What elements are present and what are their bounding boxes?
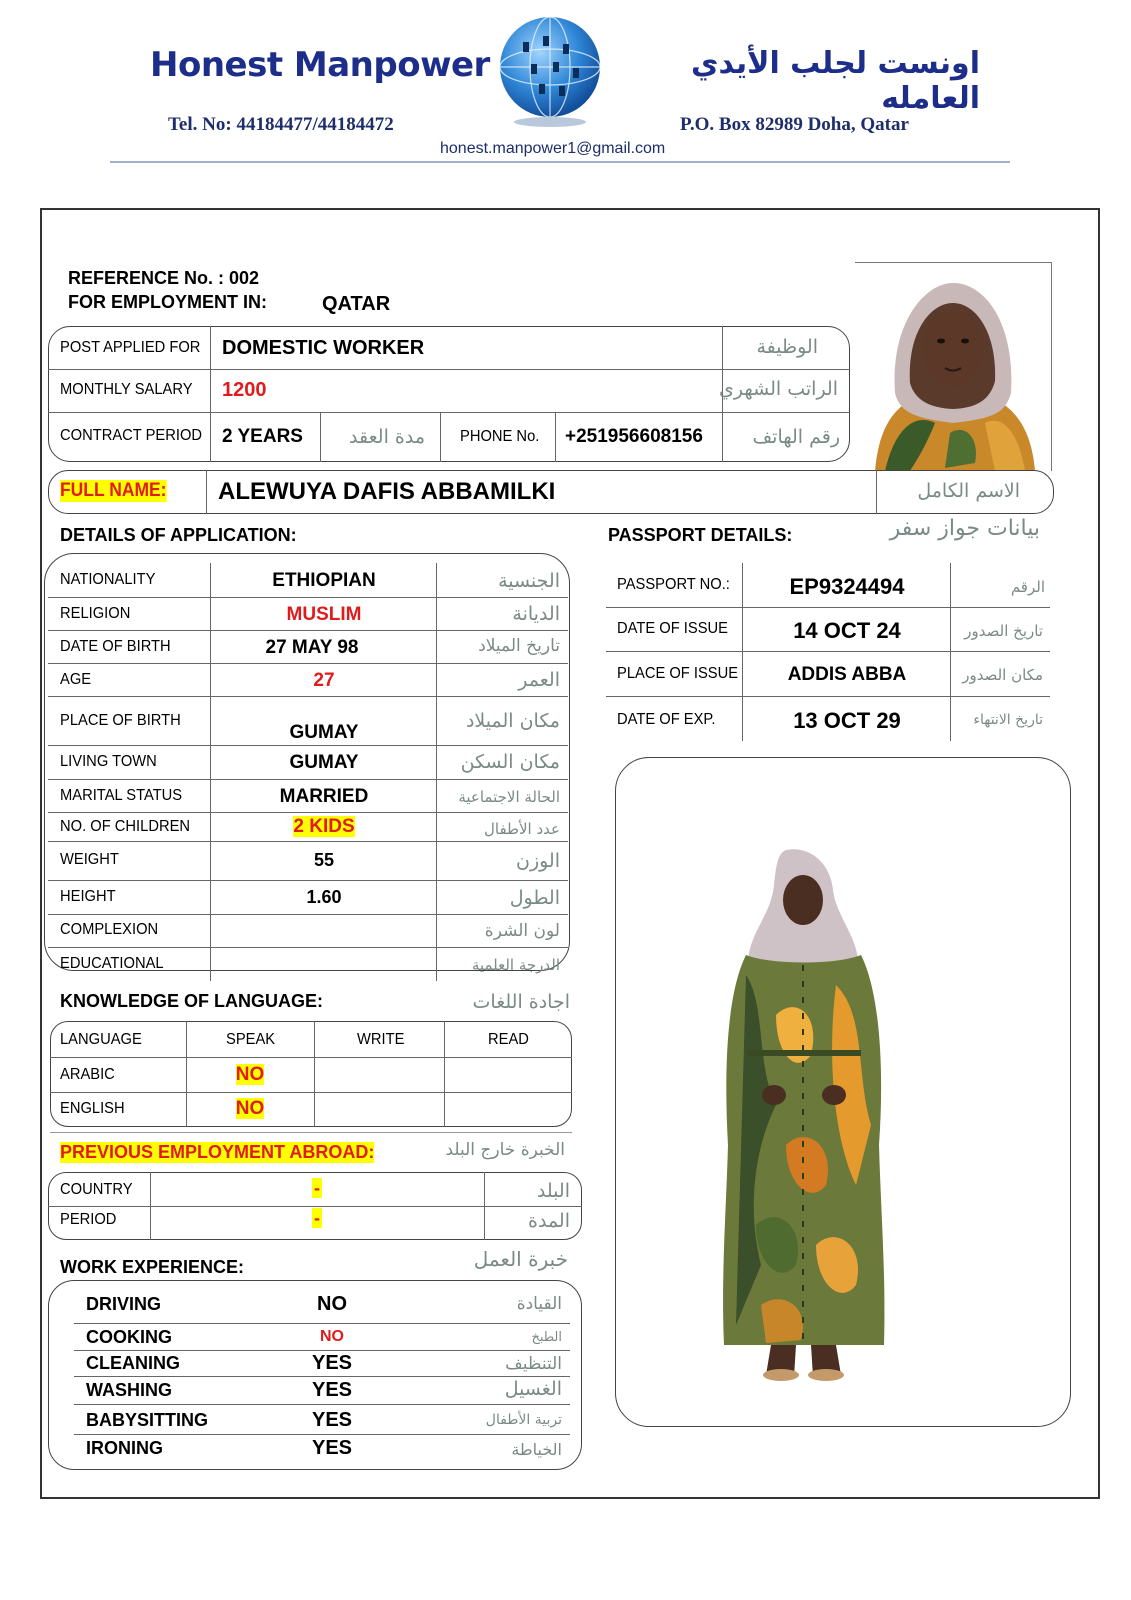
marital-status-value: MARRIED [279, 786, 369, 807]
religion-label-arabic: الديانة [512, 603, 560, 625]
job-row-divider [48, 369, 850, 370]
educational-label: EDUCATIONAL [60, 955, 164, 972]
full-name-value: ALEWUYA DAFIS ABBAMILKI [218, 478, 556, 505]
language-row-divider [50, 1057, 572, 1058]
brand-name: Honest Manpower [150, 45, 490, 85]
portrait-photo [855, 262, 1052, 471]
globe-logo-icon [495, 12, 605, 130]
cooking-label: COOKING [86, 1327, 173, 1347]
language-header-read: READ [488, 1031, 529, 1048]
cleaning-label: CLEANING [86, 1353, 180, 1373]
previous-country-label: COUNTRY [60, 1181, 133, 1198]
details-row-divider [48, 841, 568, 842]
age-label-arabic: العمر [518, 669, 560, 691]
previous-period-value: - [314, 1208, 320, 1228]
children-value: 2 KIDS [293, 816, 355, 837]
date-of-expiry-value: 13 OCT 29 [793, 708, 901, 733]
language-col-divider [314, 1021, 315, 1127]
work-row-divider [74, 1434, 570, 1435]
contract-value: 2 YEARS [222, 426, 303, 447]
previous-employment-title-arabic: الخبرة خارج البلد [445, 1140, 565, 1160]
work-row-divider [74, 1350, 570, 1351]
previous-country-value-wrap [150, 1178, 484, 1199]
marital-status-label-arabic: الحالة الاجتماعية [458, 788, 560, 806]
place-of-birth-label: PLACE OF BIRTH [60, 712, 181, 729]
job-col-divider [320, 412, 321, 462]
place-of-issue-label-arabic: مكان الصدور [962, 666, 1043, 684]
passport-number-label: PASSPORT NO.: [617, 576, 730, 593]
details-row-divider [48, 630, 568, 631]
height-label-arabic: الطول [509, 887, 560, 909]
complexion-label-arabic: لون الشرة [484, 921, 560, 941]
passport-number-label-arabic: الرقم [1010, 578, 1045, 596]
driving-label-arabic: القيادة [516, 1294, 562, 1314]
religion-value: MUSLIM [286, 604, 362, 625]
age-label: AGE [60, 671, 92, 688]
educational-label-arabic: الدرجة العلمية [471, 956, 560, 974]
full-name-divider [206, 470, 207, 514]
date-of-birth-value: 27 MAY 98 [265, 637, 359, 658]
po-box: P.O. Box 82989 Doha, Qatar [680, 114, 909, 135]
previous-row-divider [48, 1206, 582, 1207]
details-title: DETAILS OF APPLICATION: [60, 525, 297, 545]
date-of-birth-label: DATE OF BIRTH [60, 638, 171, 655]
details-col-divider [436, 563, 437, 981]
job-col-divider [210, 326, 211, 462]
brand-name-arabic: اونست لجلب الأيدي العامله [691, 46, 980, 116]
nationality-label: NATIONALITY [60, 571, 156, 588]
passport-row-divider [606, 696, 1050, 697]
passport-title-arabic: بيانات جواز سفر [889, 516, 1040, 541]
cooking-label-arabic: الطبخ [531, 1330, 562, 1345]
job-col-divider [555, 412, 556, 462]
previous-period-value-wrap [150, 1208, 484, 1229]
work-row-divider [74, 1323, 570, 1324]
language-col-divider [444, 1021, 445, 1127]
ironing-value: YES [311, 1437, 353, 1459]
children-label: NO. OF CHILDREN [60, 818, 191, 835]
full-body-photo [716, 845, 891, 1385]
previous-employment-title: PREVIOUS EMPLOYMENT ABROAD: [60, 1142, 375, 1162]
details-row-divider [48, 696, 568, 697]
employment-label: FOR EMPLOYMENT IN: [68, 292, 267, 312]
complexion-label: COMPLEXION [60, 921, 159, 938]
contract-label: CONTRACT PERIOD [60, 427, 203, 444]
details-row-divider [48, 812, 568, 813]
details-row-divider [48, 663, 568, 664]
previous-period-label: PERIOD [60, 1211, 117, 1228]
height-label: HEIGHT [60, 888, 116, 905]
language-english-speak: NO [235, 1098, 265, 1119]
work-row-divider [74, 1376, 570, 1377]
previous-country-value: - [314, 1178, 320, 1198]
cleaning-value: YES [311, 1352, 353, 1374]
language-header-write: WRITE [357, 1031, 405, 1048]
washing-label-arabic: الغسيل [504, 1378, 562, 1400]
salary-label-arabic: الراتب الشهري [719, 378, 838, 400]
marital-status-label: MARITAL STATUS [60, 787, 183, 804]
work-experience-title-arabic: خبرة العمل [473, 1247, 568, 1271]
weight-label: WEIGHT [60, 851, 119, 868]
babysitting-label: BABYSITTING [86, 1410, 209, 1430]
place-of-issue-label: PLACE OF ISSUE [617, 665, 739, 682]
employment-country: QATAR [322, 293, 391, 315]
place-of-birth-label-arabic: مكان الميلاد [465, 710, 560, 732]
language-english-speak-wrap [186, 1098, 314, 1120]
passport-row-divider [606, 607, 1050, 608]
previous-country-label-arabic: البلد [536, 1180, 570, 1202]
post-label: POST APPLIED FOR [60, 339, 201, 356]
details-row-divider [48, 947, 568, 948]
ironing-label: IRONING [86, 1438, 164, 1458]
previous-col-divider [484, 1172, 485, 1240]
living-town-value: GUMAY [289, 752, 359, 773]
details-row-divider [48, 880, 568, 881]
job-col-divider [440, 412, 441, 462]
weight-label-arabic: الوزن [515, 850, 560, 872]
date-of-issue-value: 14 OCT 24 [793, 618, 901, 643]
cleaning-label-arabic: التنظيف [505, 1354, 562, 1374]
language-arabic-label: ARABIC [60, 1066, 115, 1083]
babysitting-value: YES [311, 1409, 353, 1431]
weight-value: 55 [313, 850, 335, 870]
children-value-wrap [212, 816, 436, 838]
language-arabic-speak-wrap [186, 1064, 314, 1086]
post-value: DOMESTIC WORKER [222, 337, 425, 359]
details-row-divider [48, 779, 568, 780]
passport-col-divider [950, 563, 951, 741]
reference-number: REFERENCE No. : 002 [68, 268, 260, 288]
phone-label: PHONE No. [460, 428, 540, 445]
details-col-divider [210, 563, 211, 981]
email-address: honest.manpower1@gmail.com [440, 140, 666, 157]
language-row-divider [50, 1092, 572, 1093]
phone-label-arabic: رقم الهاتف [752, 426, 840, 448]
place-of-birth-value: GUMAY [289, 722, 359, 743]
language-title-arabic: اجادة اللغات [472, 991, 570, 1013]
babysitting-label-arabic: تربية الأطفال [485, 1412, 562, 1428]
passport-row-divider [606, 651, 1050, 652]
language-english-label: ENGLISH [60, 1100, 125, 1117]
language-header-speak: SPEAK [226, 1031, 276, 1048]
phone-value: +251956608156 [565, 426, 703, 447]
full-name-divider [876, 470, 877, 514]
living-town-label-arabic: مكان السكن [460, 751, 560, 773]
washing-label: WASHING [86, 1380, 173, 1400]
details-row-divider [48, 597, 568, 598]
age-value: 27 [313, 670, 335, 691]
date-of-birth-label-arabic: تاريخ الميلاد [478, 636, 560, 656]
salary-label: MONTHLY SALARY [60, 381, 193, 398]
work-row-divider [74, 1404, 570, 1405]
driving-value: NO [317, 1293, 347, 1315]
salary-value: 1200 [222, 379, 267, 401]
date-of-issue-label: DATE OF ISSUE [617, 620, 728, 637]
details-row-divider [48, 745, 568, 746]
religion-label: RELIGION [60, 605, 131, 622]
place-of-issue-value: ADDIS ABBA [787, 664, 907, 685]
language-header-language: LANGUAGE [60, 1031, 142, 1048]
height-value: 1.60 [306, 887, 342, 907]
telephone-numbers: Tel. No: 44184477/44184472 [168, 114, 394, 135]
full-name-label-arabic: الاسم الكامل [917, 480, 1020, 502]
children-label-arabic: عدد الأطفال [484, 820, 560, 838]
date-of-issue-label-arabic: تاريخ الصدور [964, 622, 1043, 640]
nationality-value: ETHIOPIAN [272, 570, 376, 591]
language-title: KNOWLEDGE OF LANGUAGE: [60, 991, 323, 1011]
previous-period-label-arabic: المدة [528, 1210, 570, 1232]
driving-label: DRIVING [86, 1294, 162, 1314]
header-divider [110, 161, 1010, 163]
job-row-divider [48, 412, 850, 413]
section-divider [50, 1132, 572, 1133]
cooking-value: NO [320, 1328, 344, 1345]
date-of-expiry-label: DATE OF EXP. [617, 711, 716, 728]
full-name-label: FULL NAME: [60, 480, 167, 501]
washing-value: YES [311, 1379, 353, 1401]
date-of-expiry-label-arabic: تاريخ الانتهاء [973, 712, 1043, 728]
work-experience-title: WORK EXPERIENCE: [60, 1257, 245, 1277]
ironing-label-arabic: الخياطة [511, 1440, 562, 1459]
passport-col-divider [742, 563, 743, 741]
contract-label-arabic: مدة العقد [349, 426, 425, 448]
passport-title: PASSPORT DETAILS: [608, 525, 793, 545]
details-row-divider [48, 914, 568, 915]
living-town-label: LIVING TOWN [60, 753, 157, 770]
post-label-arabic: الوظيفة [756, 336, 818, 358]
passport-number-value: EP9324494 [789, 574, 905, 599]
nationality-label-arabic: الجنسية [498, 570, 560, 592]
language-arabic-speak: NO [235, 1064, 265, 1085]
